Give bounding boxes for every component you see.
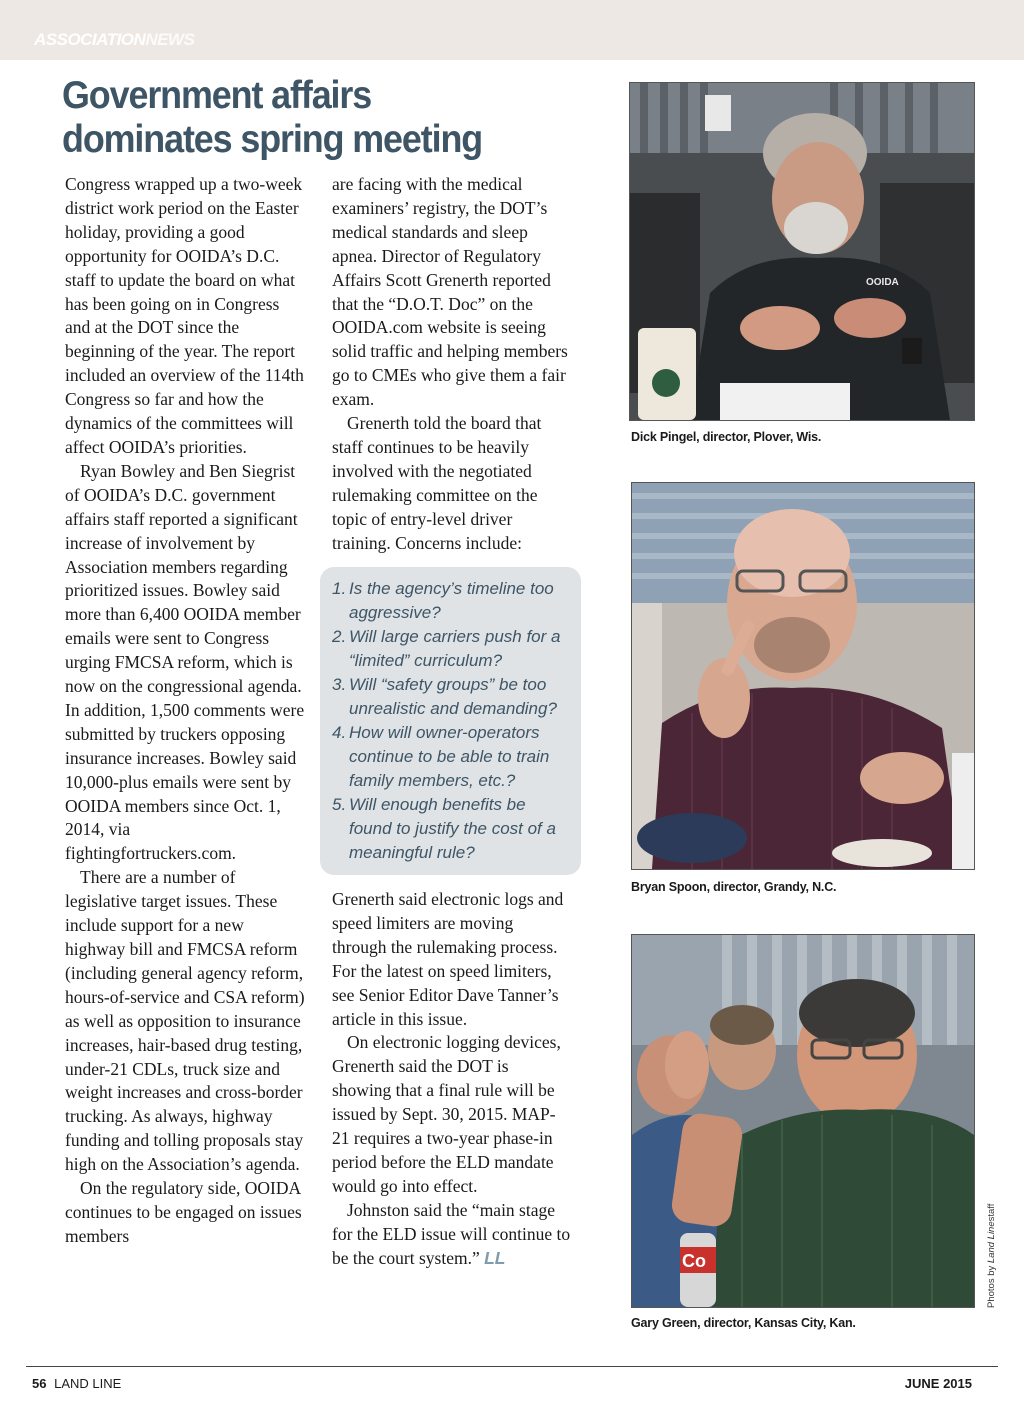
headline-line-1: Government affairs <box>62 74 372 117</box>
section-label-part2: NEWS <box>145 30 195 49</box>
end-mark: LL <box>484 1247 506 1268</box>
concern-item <box>332 721 572 793</box>
section-banner <box>0 0 1024 60</box>
photo-credit <box>986 1204 997 1308</box>
concerns-list <box>332 577 572 865</box>
concern-number: 3. <box>332 675 347 694</box>
closing-text: Johnston said the “main stage for the ELD issue will continue to be the court system.” <box>332 1199 571 1268</box>
paragraph: are facing with the medical examiners’ registry, the DOT’s medical standards and sleep apnea. Director of Regulatory Affairs Scott Grenerth reported that the “D.O.T. Doc” on the OOIDA.com website is seeing solid traffic and helping members go to CMEs who give them a fair exam. <box>332 174 568 410</box>
photo-gary-green <box>631 934 975 1308</box>
article-headline <box>62 74 540 162</box>
can-label-text: Co <box>682 1251 706 1271</box>
footer-page-info <box>32 1376 121 1391</box>
concern-text: Is the agency’s timeline too aggressive? <box>349 579 554 622</box>
footer-rule <box>26 1366 998 1367</box>
page-number: 56 <box>32 1376 47 1391</box>
concern-number: 2. <box>332 627 347 646</box>
concern-text: Will “safety groups” be too unrealistic and demanding? <box>349 675 557 718</box>
section-label <box>34 30 194 50</box>
concern-text: How will owner-operators continue to be able to train family members, etc.? <box>349 723 550 790</box>
paragraph: Congress wrapped up a two-week district work period on the Easter holiday, providing a good opportunity for OOIDA’s D.C. staff to update the board on what has been going on in Congress and at the DOT since the beginning of the year. The report included an overview of the 114th Congress so far and how the dynamics of the committees will affect OOIDA’s priorities. <box>65 174 304 457</box>
issue-date: JUNE 2015 <box>904 1376 972 1391</box>
photo-credit-suffix: staff <box>986 1203 997 1222</box>
article-column-1 <box>65 173 305 1249</box>
photo-bryan-spoon <box>631 482 975 870</box>
concern-number: 1. <box>332 579 347 598</box>
concern-item <box>332 793 572 865</box>
concern-number: 4. <box>332 723 347 742</box>
concern-item <box>332 577 572 625</box>
article-column-2-bottom <box>332 888 572 1271</box>
paragraph: Ryan Bowley and Ben Siegrist of OOIDA’s D.C. government affairs staff reported a significant increase of involvement by Association members regarding prioritized issues. Bowley said more than 6,400 OOIDA member emails were sent to Congress urging FMCSA reform, which is now on the congressional agenda. In addition, 1,500 comments were submitted by truckers opposing insurance increases. Bowley said 10,000-plus emails were sent by OOIDA members since Oct. 1, 2014, via fightingfortruckers.com. <box>65 460 305 864</box>
photo-credit-name: Land Line <box>986 1221 997 1264</box>
photo-credit-prefix: Photos by <box>986 1263 997 1308</box>
concern-number: 5. <box>332 795 347 814</box>
paragraph: There are a number of legislative target issues. These include support for a new highway bill and FMCSA reform (including general agency reform, hours-of-service and CSA reform) as well as opposition to insurance increases, hair-based drug testing, under-21 CDLs, truck size and weight increases and cross-border trucking. As always, highway funding and tolling proposals stay high on the Association’s agenda. <box>65 867 305 1175</box>
concerns-callout <box>320 567 581 875</box>
paragraph: On electronic logging devices, Grenerth said the DOT is showing that a final rule will be issued by Sept. 30, 2015. MAP-21 requires a two-year phase-in period before the ELD mandate would go into effect. <box>332 1032 561 1196</box>
photo-caption: Dick Pingel, director, Plover, Wis. <box>631 430 822 444</box>
article-column-2-top <box>332 173 572 556</box>
paragraph <box>332 1199 572 1271</box>
photo-caption: Bryan Spoon, director, Grandy, N.C. <box>631 880 837 894</box>
concern-text: Will enough benefits be found to justify the cost of a meaningful rule? <box>349 795 556 862</box>
paragraph: Grenerth told the board that staff continues to be heavily involved with the negotiated rulemaking committee on the topic of entry-level driver training. Concerns include: <box>332 413 542 553</box>
photo-dick-pingel <box>629 82 975 421</box>
paragraph: Grenerth said electronic logs and speed limiters are moving through the rulemaking process. For the latest on speed limiters, see Senior Editor Dave Tanner’s article in this issue. <box>332 889 564 1029</box>
magazine-name: LAND LINE <box>54 1376 122 1391</box>
headline-line-2: dominates spring meeting <box>62 118 483 161</box>
photo-caption: Gary Green, director, Kansas City, Kan. <box>631 1316 856 1330</box>
section-label-part1: ASSOCIATION <box>34 30 146 49</box>
paragraph: On the regulatory side, OOIDA continues to be engaged on issues members <box>65 1178 302 1246</box>
concern-item <box>332 673 572 721</box>
concern-text: Will large carriers push for a “limited” curriculum? <box>349 627 561 670</box>
concern-item <box>332 625 572 673</box>
shirt-logo-text: OOIDA <box>866 277 899 288</box>
